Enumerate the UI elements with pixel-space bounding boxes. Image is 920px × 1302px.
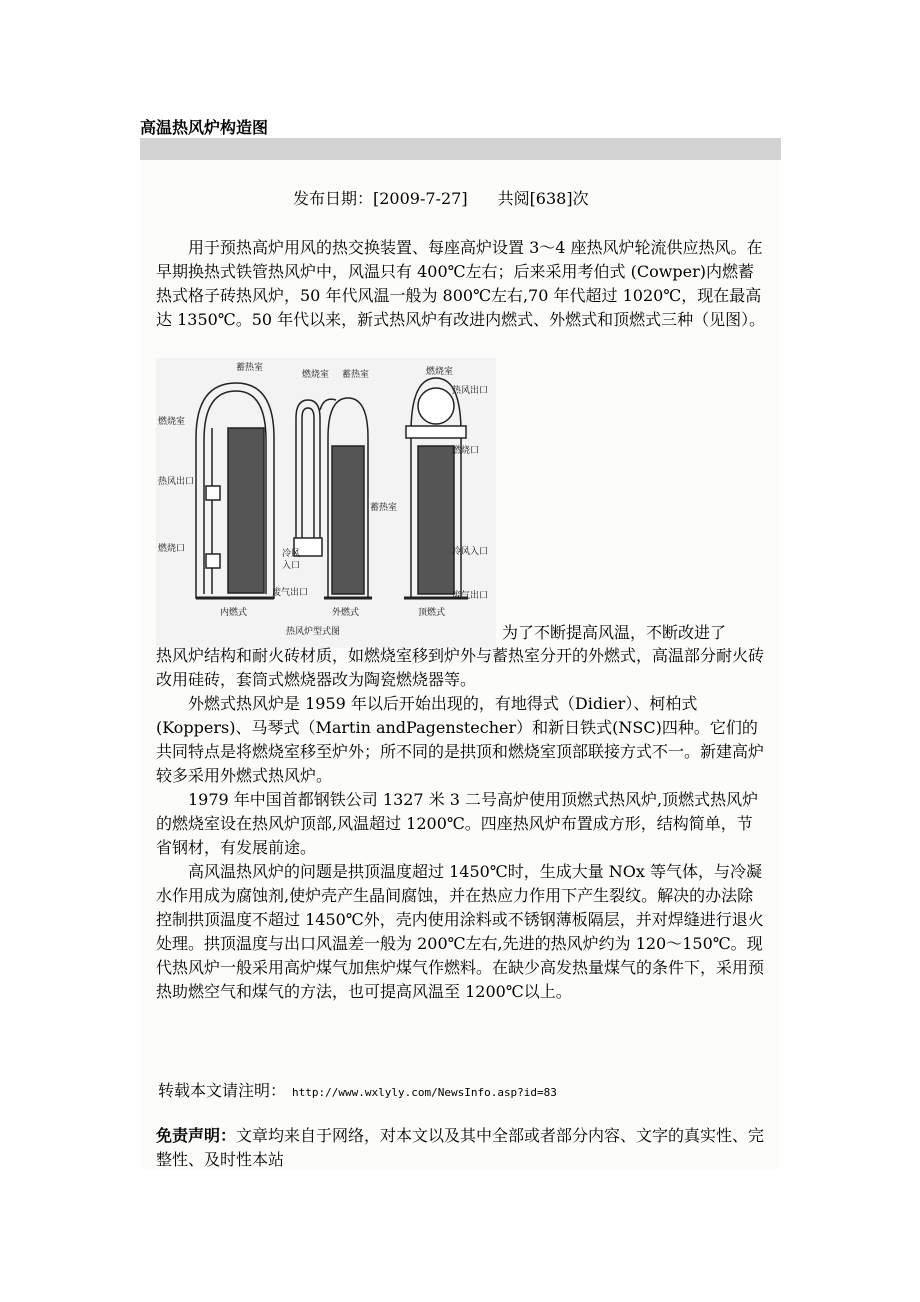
label-xurei-2: 蓄热室: [342, 370, 370, 380]
outer-combustion-stove: [294, 398, 372, 598]
body-text: [156, 644, 766, 1004]
label-neiran: 内燃式: [220, 608, 248, 618]
label-ranshaoshi-3: 燃烧室: [426, 367, 454, 377]
label-rukou: 入口: [282, 561, 301, 571]
label-ranshaoshi-2: 燃烧室: [302, 370, 330, 380]
paragraph-outer: 外燃式热风炉是 1959 年以后开始出现的，有地得式（Didier）、柯柏式(Koppers)、马琴式（Martin andPagenstecher）和新日铁式(NSC)四种。它们的共同特点是将燃烧室移至炉外；所不同的是拱顶和燃烧室顶部联接方式不一。新建高炉较多采用外燃式热风炉。: [156, 694, 765, 785]
label-xurei-1: 蓄热室: [236, 363, 264, 373]
label-feiqi-1: 废气出口: [272, 588, 309, 598]
publish-date: 发布日期：[2009-7-27]: [293, 189, 468, 208]
label-ranshaokou-2: 燃烧口: [452, 446, 480, 456]
label-lengfeng: 冷风: [282, 549, 301, 559]
page-title: 高温热风炉构造图: [140, 118, 269, 137]
after-figure-text: 为了不断提高风温，不断改进了: [502, 623, 727, 642]
source-link[interactable]: http://www.wxlyly.com/NewsInfo.asp?id=83: [292, 1086, 557, 1099]
label-refeng-chukou-2: 热风出口: [452, 386, 489, 396]
title-bar: [140, 138, 781, 160]
repost-note: [158, 1078, 557, 1101]
disclaimer-label: 免责声明：: [156, 1126, 237, 1145]
view-count: 共阅[638]次: [497, 189, 589, 208]
label-xurei-3: 蓄热室: [370, 503, 398, 513]
label-ranshaoshi-1: 燃烧室: [158, 417, 186, 427]
paragraph-top: 1979 年中国首都钢铁公司 1327 米 3 二号高炉使用顶燃式热风炉,顶燃式热风炉的燃烧室设在热风炉顶部,风温超过 1200℃。四座热风炉布置成方形，结构简单，节省钢材，有发展前途。: [156, 790, 759, 857]
inner-combustion-stove: [196, 383, 274, 598]
label-waiwan: 外燃式: [332, 608, 360, 618]
label-ranshaokou-1: 燃烧口: [158, 544, 186, 554]
paragraph-high-temp: 高风温热风炉的问题是拱顶温度超过 1450℃时，生成大量 NOx 等气体，与冷凝水作用成为腐蚀剂,使炉壳产生晶间腐蚀，并在热应力作用下产生裂纹。解决的办法除控制拱顶温度不超过 1450℃外，壳内使用涂料或不锈钢薄板隔层，并对焊缝进行退火处理。拱顶温度与出口风温差一般为 200℃左右,先进的热风炉约为 120～150℃。现代热风炉一般采用高炉煤气加焦炉煤气作燃料。在缺少高发热量煤气的条件下，采用预热助燃空气和煤气的方法，也可提高风温至 1200℃以上。: [156, 862, 765, 1001]
paragraph-continued: 热风炉结构和耐火砖材质，如燃烧室移到炉外与蓄热室分开的外燃式，高温部分耐火砖改用硅砖，套筒式燃烧器改为陶瓷燃烧器等。: [156, 646, 765, 689]
repost-label: 转载本文请注明：: [158, 1081, 287, 1100]
figure-caption: 热风炉型式图: [286, 627, 341, 637]
stove-diagram: [156, 358, 496, 648]
top-combustion-stove: [404, 378, 468, 598]
label-feiqi-2: 废气出口: [452, 591, 489, 601]
intro-paragraph: 用于预热高炉用风的热交换装置、每座高炉设置 3～4 座热风炉轮流供应热风。在早期换热式铁管热风炉中，风温只有 400℃左右；后来采用考伯式 (Cowper)内燃蓄热式格子砖热风炉，50 年代风温一般为 800℃左右,70 年代超过 1020℃，现在最高达 1350℃。50 年代以来，新式热风炉有改进内燃式、外燃式和顶燃式三种（见图）。: [156, 238, 766, 329]
disclaimer: [156, 1124, 766, 1172]
label-dingran: 顶燃式: [418, 608, 446, 618]
label-lengfeng-rukou: 冷风入口: [452, 547, 489, 557]
disclaimer-text: 文章均来自于网络，对本文以及其中全部或者部分内容、文字的真实性、完整性、及时性本站: [156, 1126, 765, 1169]
label-refeng-chukou-1: 热风出口: [158, 477, 195, 487]
article-meta: [293, 186, 589, 209]
